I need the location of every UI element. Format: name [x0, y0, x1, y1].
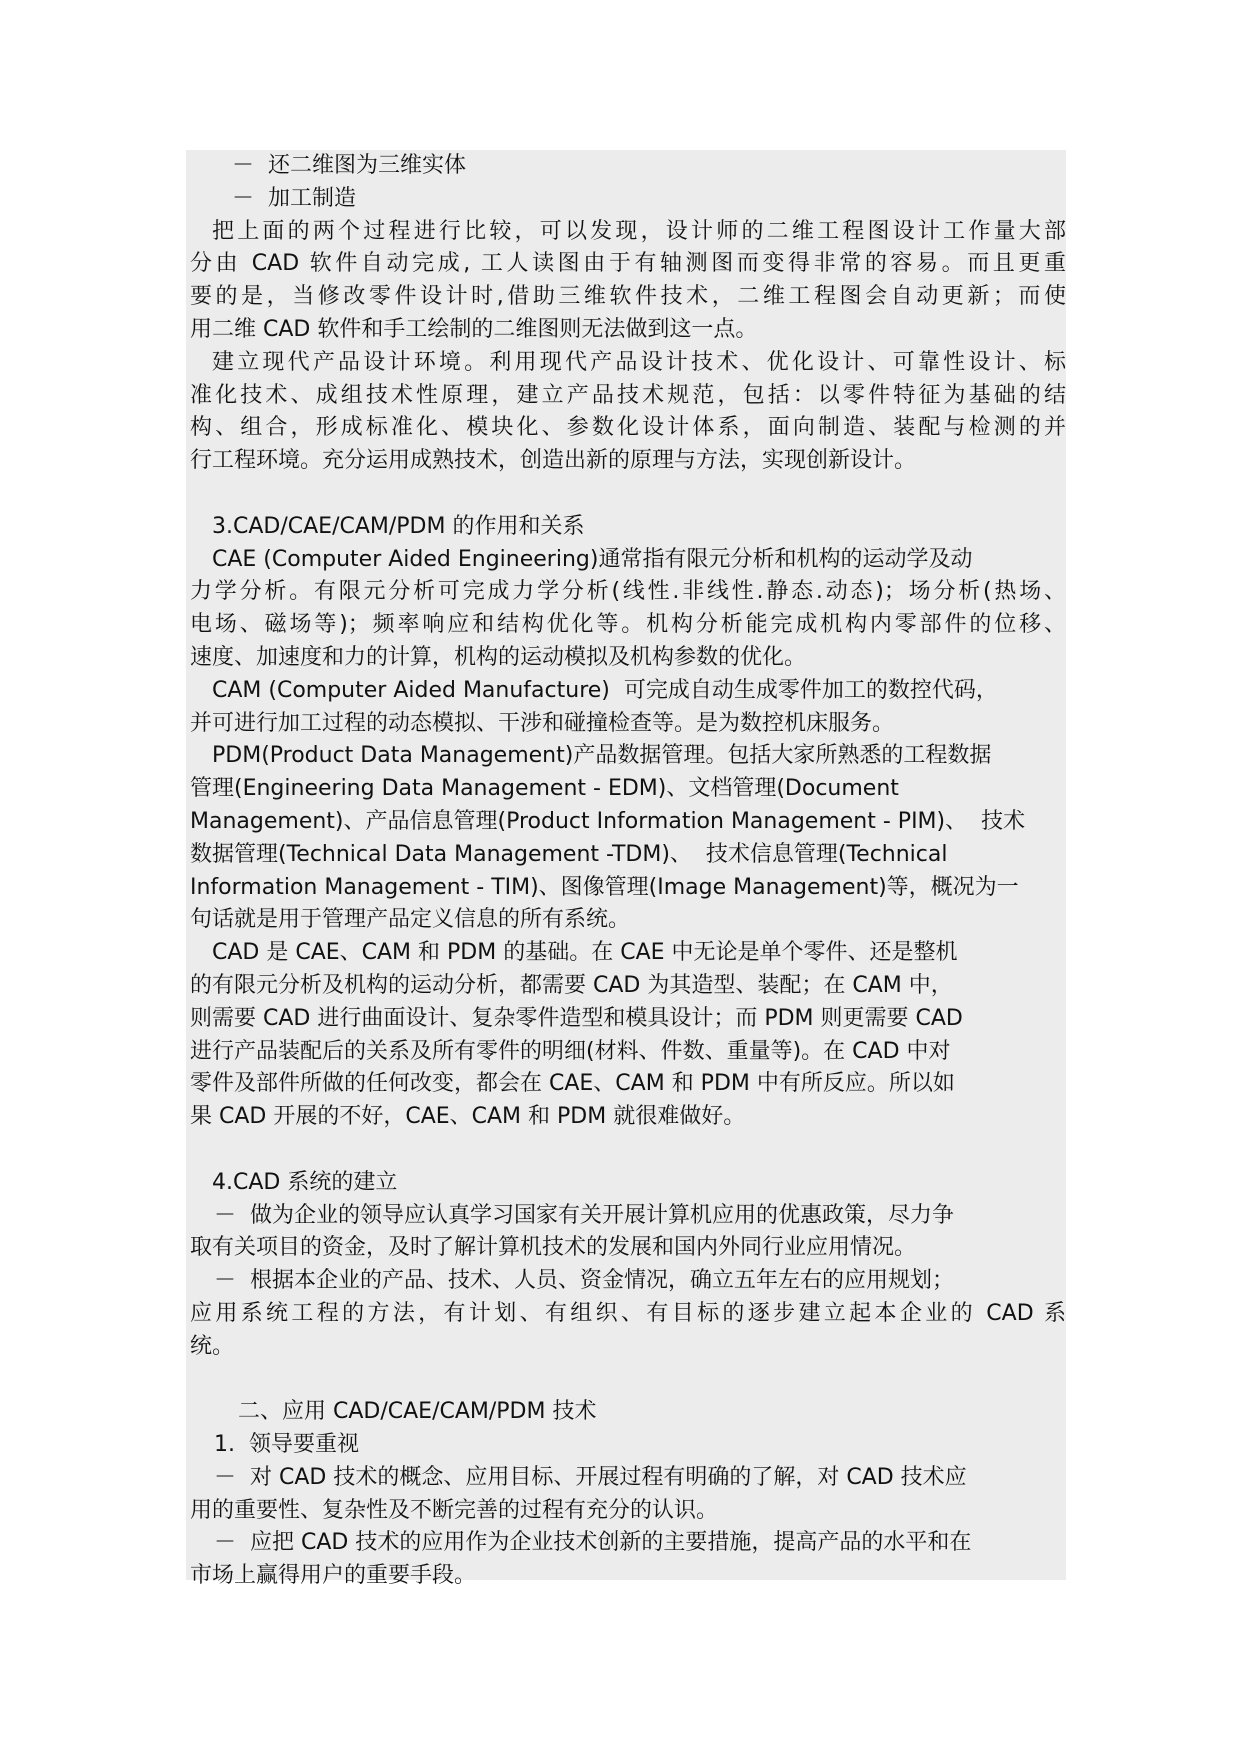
list-item: － 加工制造 — [232, 185, 356, 211]
paragraph-line: 进行产品装配后的关系及所有零件的明细(材料、件数、重量等)。在 CAD 中对 — [190, 1038, 951, 1064]
paragraph-line: 句话就是用于管理产品定义信息的所有系统。 — [190, 907, 631, 933]
document-body — [186, 150, 1066, 1589]
paragraph-line: Management)、产品信息管理(Product Information Management - PIM)、 技术 — [190, 808, 1026, 834]
paragraph-line: 用的重要性、复杂性及不断完善的过程有充分的认识。 — [190, 1497, 719, 1523]
paragraph-line: 把上面的两个过程进行比较，可以发现，设计师的二维工程图设计工作量大部 — [212, 218, 1066, 244]
paragraph-line: 要的是，当修改零件设计时,借助三维软件技术，二维工程图会自动更新；而使 — [190, 284, 1066, 310]
paragraph-line: 电场、磁场等)；频率响应和结构优化等。机构分析能完成机构内零部件的位移、 — [190, 612, 1066, 638]
list-item: － 还二维图为三维实体 — [232, 153, 466, 178]
paragraph-line: 市场上赢得用户的重要手段。 — [190, 1563, 477, 1589]
paragraph-line: 管理(Engineering Data Management - EDM)、文档管理(Document — [190, 776, 899, 802]
paragraph-line: 用二维 CAD 软件和手工绘制的二维图则无法做到这一点。 — [190, 316, 758, 342]
paragraph-line: CAM (Computer Aided Manufacture) 可完成自动生成零件加工的数控代码， — [212, 677, 998, 703]
paragraph-line: Information Management - TIM)、图像管理(Image Management)等，概况为一 — [190, 874, 1019, 900]
paragraph-line: 力学分析。有限元分析可完成力学分析(线性.非线性.静态.动态)；场分析(热场、 — [190, 579, 1066, 605]
subsection-heading: 1. 领导要重视 — [214, 1432, 359, 1458]
blank-line — [190, 1134, 1066, 1167]
paragraph-line: 果 CAD 开展的不好，CAE、CAM 和 PDM 就很难做好。 — [190, 1104, 746, 1130]
paragraph-line: CAD 是 CAE、CAM 和 PDM 的基础。在 CAE 中无论是单个零件、还是整机 — [212, 940, 958, 966]
paragraph-line: 构、组合，形成标准化、模块化、参数化设计体系，面向制造、装配与检测的并 — [190, 415, 1066, 441]
blank-line — [190, 1363, 1066, 1396]
paragraph-line: 准化技术、成组技术性原理，建立产品技术规范，包括：以零件特征为基础的结 — [190, 382, 1066, 408]
paragraph-line: 的有限元分析及机构的运动分析，都需要 CAD 为其造型、装配；在 CAM 中， — [190, 972, 953, 998]
paragraph-line: PDM(Product Data Management)产品数据管理。包括大家所熟悉的工程数据 — [212, 743, 992, 769]
paragraph-line: 零件及部件所做的任何改变，都会在 CAE、CAM 和 PDM 中有所反应。所以如 — [190, 1071, 955, 1097]
paragraph-line: CAE (Computer Aided Engineering)通常指有限元分析和机构的运动学及动 — [212, 546, 973, 572]
blank-line — [190, 478, 1066, 511]
list-item: － 做为企业的领导应认真学习国家有关开展计算机应用的优惠政策，尽力争 — [214, 1202, 954, 1228]
paragraph-line: 则需要 CAD 进行曲面设计、复杂零件造型和模具设计；而 PDM 则更需要 CAD — [190, 1005, 963, 1031]
section-heading: 3.CAD/CAE/CAM/PDM 的作用和关系 — [212, 513, 585, 539]
paragraph-line: 并可进行加工过程的动态模拟、干涉和碰撞检查等。是为数控机床服务。 — [190, 710, 895, 736]
paragraph-line: 速度、加速度和力的计算，机构的运动模拟及机构参数的优化。 — [190, 644, 807, 670]
list-item: － 根据本企业的产品、技术、人员、资金情况，确立五年左右的应用规划； — [214, 1268, 954, 1294]
paragraph-line: 数据管理(Technical Data Management -TDM)、 技术信息管理(Technical — [190, 841, 948, 867]
list-item: － 对 CAD 技术的概念、应用目标、开展过程有明确的了解，对 CAD 技术应 — [214, 1464, 967, 1490]
paragraph-line: 应用系统工程的方法，有计划、有组织、有目标的逐步建立起本企业的 CAD 系 — [190, 1300, 1066, 1326]
section-heading: 4.CAD 系统的建立 — [212, 1169, 398, 1195]
paragraph-line: 取有关项目的资金，及时了解计算机技术的发展和国内外同行业应用情况。 — [190, 1235, 917, 1261]
paragraph-line: 建立现代产品设计环境。利用现代产品设计技术、优化设计、可靠性设计、标 — [212, 349, 1066, 375]
paragraph-line: 分由 CAD 软件自动完成, 工人读图由于有轴测图而变得非常的容易。而且更重 — [190, 251, 1066, 277]
section-heading: 二、应用 CAD/CAE/CAM/PDM 技术 — [238, 1399, 597, 1425]
paragraph-line: 统。 — [190, 1333, 235, 1359]
list-item: － 应把 CAD 技术的应用作为企业技术创新的主要措施，提高产品的水平和在 — [214, 1530, 972, 1556]
paragraph-line: 行工程环境。充分运用成熟技术，创造出新的原理与方法，实现创新设计。 — [190, 448, 917, 474]
